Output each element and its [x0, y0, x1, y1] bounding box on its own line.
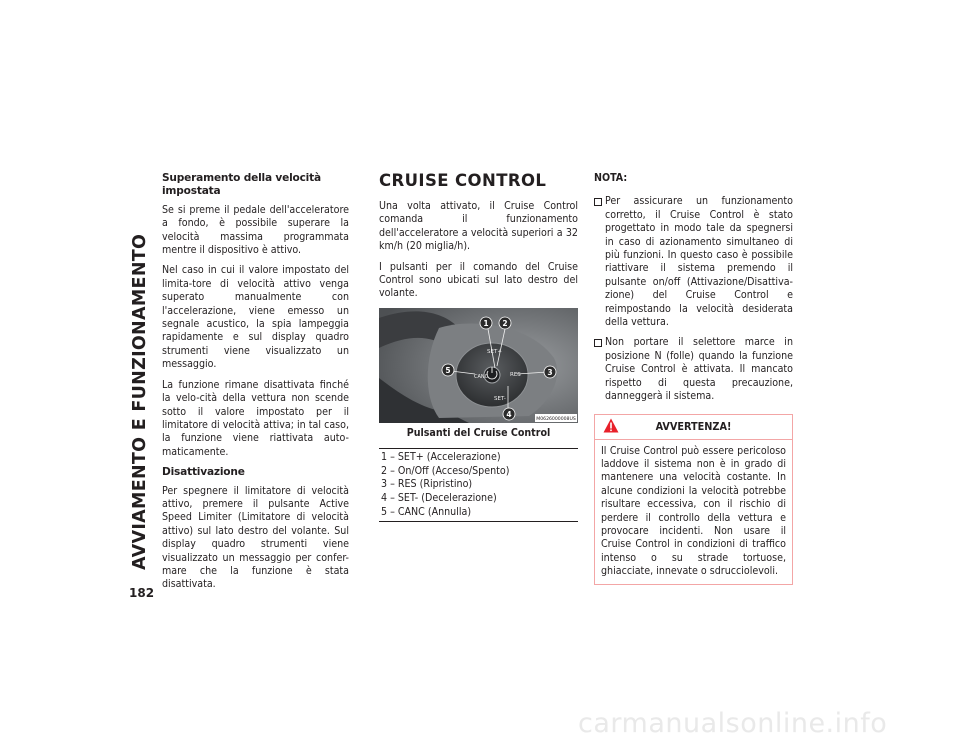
heading-speed-exceed: Superamento della velocità impostata — [162, 172, 321, 198]
label-canc: CANC — [474, 373, 489, 380]
callout-1 — [480, 317, 492, 329]
svg-text:1: 1 — [483, 318, 489, 328]
label-set-minus: SET- — [494, 395, 506, 402]
section-side-tab-label: AVVIAMENTO E FUNZIONAMENTO — [130, 233, 150, 570]
warning-header — [595, 415, 792, 440]
checkbox-bullet-icon — [594, 339, 602, 347]
label-set-plus: SET+ — [487, 348, 502, 355]
column-middle — [379, 172, 578, 522]
figure-code: M0626000008US — [536, 416, 576, 422]
figure-caption: Pulsanti del Cruise Control — [406, 426, 551, 439]
legend-item: 5 – CANC (Annulla) — [381, 505, 472, 518]
paragraph: Una volta attivato, il Cruise Control comanda il funzionamento dell'acceleratore a velocità superiori a 32 km/h (20 miglia/h). — [379, 200, 578, 253]
legend-item: 3 – RES (Ripristino) — [381, 478, 473, 491]
warning-title: AVVERTENZA! — [655, 419, 732, 433]
section-title: CRUISE CONTROL — [379, 171, 547, 190]
warning-triangle-icon — [603, 418, 619, 433]
svg-text:2: 2 — [502, 318, 508, 328]
callout-2 — [499, 317, 511, 329]
label-res: RES — [510, 371, 521, 378]
warning-text: Il Cruise Control può essere pericoloso laddove il sistema non è in grado di mantenere una velocità costante. In alcune condizioni la velocità potrebbe risultare eccessiva, con il rischio di perdere il controllo della vettura e provocare incidenti. Non usare il Cruise Control in condizioni di traffico intenso o su strade tortuose, ghiacciate, innevate o sdrucciolevoli. — [601, 444, 786, 578]
note-heading: NOTA: — [594, 172, 628, 184]
paragraph: Per spegnere il limitatore di velocità attivo, premere il pulsante Active Speed Limiter (Limitatore di velocità attivo) sul lato destro del volante. Sul display quadro strumenti viene visualizzato un messaggio per confer-mare che la funzione è stata disattivata. — [162, 484, 349, 591]
svg-text:3: 3 — [547, 367, 553, 377]
section-side-tab — [128, 170, 156, 570]
note-bullet — [594, 336, 793, 403]
watermark — [578, 704, 960, 742]
note-bullet — [594, 195, 793, 329]
note-bullet-text: Non portare il selettore marce in posizione N (folle) quando la funzione Cruise Control è attivata. Il mancato rispetto di questa precauzione, danneggerà il sistema. — [605, 336, 793, 403]
paragraph: I pulsanti per il comando del Cruise Control sono ubicati sul lato destro del volante. — [379, 260, 578, 300]
callout-4 — [503, 408, 515, 420]
paragraph: La funzione rimane disattivata finché la velo-cità della vettura non scende sotto il valore impostato per il limitatore di velocità attiva; in tal caso, la funzione viene riattivata auto-maticamente. — [162, 378, 349, 458]
paragraph: Se si preme il pedale dell'acceleratore a fondo, è possibile superare la velocità massima programmata mentre il dispositivo è attivo. — [162, 203, 349, 257]
callout-3 — [544, 366, 556, 378]
figure-legend — [379, 448, 578, 522]
svg-text:5: 5 — [445, 365, 451, 375]
legend-item: 4 – SET- (Decelerazione) — [381, 492, 497, 505]
legend-item: 2 – On/Off (Acceso/Spento) — [381, 464, 510, 477]
note-bullet-text: Per assicurare un funzionamento corretto, il Cruise Control è stato progettato in modo tale da spegnersi in caso di azionamento simultaneo di più funzioni. In questo caso è possibile riattivare il sistema premendo il pulsante on/off (Attivazione/Disattiva-zione) del Cruise Control e reimpostando la velocità desiderata della vettura. — [605, 195, 793, 329]
column-left — [162, 172, 349, 599]
watermark-text: carmanualsonline.info — [578, 708, 888, 739]
steering-wheel-illustration — [379, 308, 578, 423]
callout-5 — [442, 364, 454, 376]
legend-item: 1 – SET+ (Accelerazione) — [381, 451, 501, 464]
steering-wheel-figure — [379, 308, 578, 423]
heading-deactivation: Disattivazione — [162, 466, 245, 479]
svg-text:4: 4 — [506, 409, 512, 419]
column-right — [594, 172, 793, 585]
checkbox-bullet-icon — [594, 198, 602, 206]
warning-box — [594, 414, 793, 585]
paragraph: Nel caso in cui il valore impostato del limita-tore di velocità attivo venga superato manualmente con l'accelerazione, viene emesso un segnale acustico, la spia lampeggia rapidamente e sul display quadro strumenti viene visualizzato un messaggio. — [162, 264, 349, 371]
page-number: 182 — [129, 586, 155, 600]
